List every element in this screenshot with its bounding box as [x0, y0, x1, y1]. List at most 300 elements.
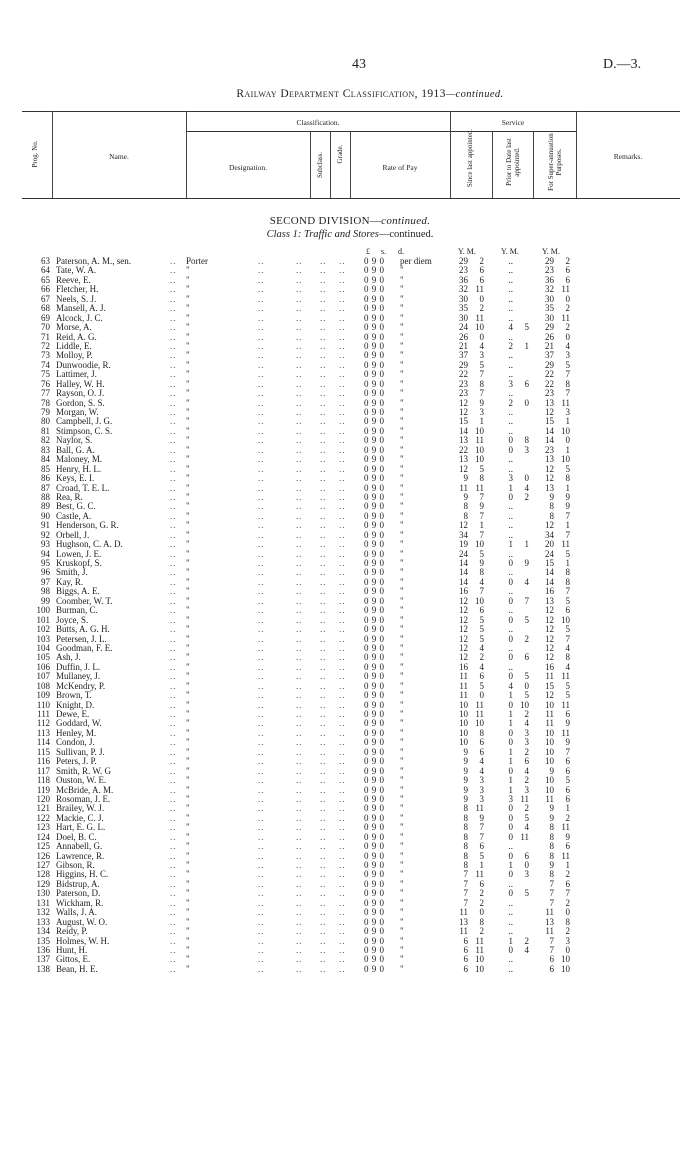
unit-shilling: s. — [381, 247, 387, 256]
table-row — [0, 729, 700, 738]
leader-dots: .. — [170, 322, 177, 333]
leader-dots: .. — [296, 378, 303, 389]
leader-dots: .. — [258, 463, 265, 474]
since-last-years-cell: 12 — [459, 463, 468, 474]
leader-dots: .. — [258, 633, 265, 644]
superannuation-years-cell: 11 — [545, 793, 554, 804]
per-diem-cell: " — [400, 510, 404, 521]
since-last-years-cell: 8 — [463, 860, 468, 870]
since-last-years-cell: 19 — [459, 539, 468, 550]
leader-dots: .. — [258, 454, 265, 465]
leader-dots: .. — [339, 737, 346, 748]
name-cell: Naylor, S. — [56, 435, 93, 446]
per-diem-cell: " — [400, 501, 404, 512]
rate-cell: 0 9 0 — [364, 944, 385, 955]
since-last-months-cell: 2 — [479, 897, 484, 908]
superannuation-months-cell: 11 — [561, 822, 570, 833]
since-last-months-cell: 5 — [479, 614, 484, 625]
leader-dots: .. — [296, 463, 303, 474]
prog-no-cell: 80 — [41, 416, 50, 427]
prior-months-cell: 0 — [524, 473, 529, 484]
since-last-years-cell: 13 — [459, 454, 468, 465]
prior-years-cell: .. — [508, 963, 513, 974]
since-last-years-cell: 6 — [463, 935, 468, 946]
rate-cell: 0 9 0 — [364, 293, 385, 304]
prog-no-cell: 101 — [36, 614, 50, 625]
designation-cell: " — [186, 520, 190, 531]
prog-no-cell: 97 — [41, 576, 50, 587]
leader-dots: .. — [320, 718, 327, 729]
leader-dots: .. — [296, 642, 303, 653]
since-last-months-cell: 10 — [475, 425, 484, 436]
prog-no-cell: 87 — [41, 482, 50, 493]
superannuation-years-cell: 15 — [545, 558, 554, 568]
prior-years-cell: .. — [508, 510, 513, 521]
leader-dots: .. — [339, 369, 346, 380]
leader-dots: .. — [258, 850, 265, 861]
rate-cell: 0 9 0 — [364, 671, 385, 682]
since-last-years-cell: 8 — [463, 841, 468, 852]
leader-dots: .. — [258, 529, 265, 540]
superannuation-years-cell: 13 — [545, 916, 554, 927]
prior-years-cell: 0 — [508, 595, 513, 606]
since-last-months-cell: 10 — [475, 322, 484, 333]
name-cell: Henry, H. L. — [56, 463, 102, 474]
superannuation-years-cell: 30 — [545, 312, 554, 323]
since-last-months-cell: 6 — [479, 746, 484, 757]
prior-years-cell: .. — [508, 567, 513, 578]
prior-months-cell: 2 — [524, 803, 529, 814]
rate-cell: 0 9 0 — [364, 614, 385, 625]
class-text: Class 1: Traffic and Stores — [266, 229, 379, 240]
since-last-months-cell: 3 — [479, 407, 484, 417]
leader-dots: .. — [339, 963, 346, 974]
leader-dots: .. — [296, 775, 303, 786]
rate-cell: 0 9 0 — [364, 567, 385, 578]
prog-no-cell: 82 — [41, 435, 50, 446]
prior-years-cell: .. — [508, 642, 513, 653]
table-row — [0, 870, 700, 879]
prior-years-cell: 0 — [508, 435, 513, 446]
since-last-years-cell: 12 — [459, 624, 468, 635]
prior-years-cell: 1 — [508, 784, 513, 795]
prior-months-cell: 8 — [524, 435, 529, 446]
rate-of-pay-header: Rate of Pay — [382, 163, 418, 172]
leader-dots: .. — [320, 322, 327, 333]
leader-dots: .. — [296, 473, 303, 484]
leader-dots: .. — [170, 416, 177, 427]
designation-cell: " — [186, 642, 190, 653]
since-last-months-cell: 4 — [479, 765, 484, 776]
since-last-months-cell: 7 — [479, 388, 484, 399]
superannuation-years-cell: 23 — [545, 388, 554, 399]
since-last-years-cell: 7 — [463, 888, 468, 899]
name-cell: Rosoman, J. E. — [56, 793, 111, 804]
prog-no-cell: 86 — [41, 473, 50, 484]
leader-dots: .. — [339, 501, 346, 512]
designation-cell: " — [186, 954, 190, 965]
superannuation-years-cell: 12 — [545, 473, 554, 484]
superannuation-years-cell: 10 — [545, 756, 554, 767]
since-last-years-cell: 24 — [459, 548, 468, 559]
leader-dots: .. — [258, 407, 265, 417]
designation-cell: " — [186, 841, 190, 852]
rate-cell: 0 9 0 — [364, 907, 385, 918]
per-diem-cell: " — [400, 274, 404, 285]
prog-no-cell: 132 — [36, 907, 50, 918]
designation-cell: " — [186, 265, 190, 276]
leader-dots: .. — [296, 812, 303, 823]
leader-dots: .. — [339, 265, 346, 276]
name-cell: Smith, R. W. G — [56, 765, 112, 776]
superannuation-months-cell: 2 — [565, 303, 570, 314]
leader-dots: .. — [170, 841, 177, 852]
rate-cell: 0 9 0 — [364, 784, 385, 795]
since-last-years-cell: 9 — [463, 793, 468, 804]
prior-years-cell: .. — [508, 369, 513, 380]
leader-dots: .. — [258, 775, 265, 786]
leader-dots: .. — [320, 416, 327, 427]
since-last-years-cell: 23 — [459, 378, 468, 389]
since-last-months-cell: 4 — [479, 661, 484, 672]
leader-dots: .. — [339, 567, 346, 578]
leader-dots: .. — [320, 671, 327, 682]
leader-dots: .. — [320, 284, 327, 295]
designation-cell: " — [186, 850, 190, 861]
since-last-years-cell: 22 — [459, 444, 468, 455]
prior-years-cell: .. — [508, 878, 513, 889]
per-diem-cell: " — [400, 482, 404, 493]
leader-dots: .. — [339, 312, 346, 323]
rate-cell: 0 9 0 — [364, 812, 385, 823]
prog-no-cell: 95 — [41, 558, 50, 568]
prior-years-cell: 2 — [508, 397, 513, 408]
per-diem-cell: " — [400, 671, 404, 682]
superannuation-months-cell: 10 — [561, 954, 570, 965]
designation-cell: " — [186, 407, 190, 417]
rate-cell: 0 9 0 — [364, 397, 385, 408]
designation-cell: " — [186, 510, 190, 521]
leader-dots: .. — [296, 680, 303, 691]
leader-dots: .. — [320, 303, 327, 314]
since-last-years-cell: 10 — [459, 737, 468, 748]
prior-months-cell: 4 — [524, 944, 529, 955]
prior-years-cell: .. — [508, 586, 513, 597]
leader-dots: .. — [258, 350, 265, 361]
leader-dots: .. — [258, 652, 265, 663]
leader-dots: .. — [170, 850, 177, 861]
leader-dots: .. — [320, 793, 327, 804]
per-diem-cell: " — [400, 595, 404, 606]
designation-cell: " — [186, 340, 190, 351]
leader-dots: .. — [296, 548, 303, 559]
prior-months-cell: 5 — [524, 690, 529, 701]
per-diem-cell: " — [400, 661, 404, 672]
leader-dots: .. — [320, 567, 327, 578]
leader-dots: .. — [296, 293, 303, 304]
header-bottom-rule — [22, 198, 680, 199]
designation-cell: " — [186, 548, 190, 559]
superannuation-years-cell: 26 — [545, 331, 554, 342]
prior-years-cell: 0 — [508, 812, 513, 823]
per-diem-cell: " — [400, 690, 404, 701]
superannuation-months-cell: 8 — [565, 652, 570, 663]
leader-dots: .. — [296, 369, 303, 380]
prior-years-cell: .. — [508, 407, 513, 417]
prog-no-cell: 76 — [41, 378, 50, 389]
superannuation-months-cell: 6 — [565, 274, 570, 285]
since-last-months-cell: 1 — [479, 416, 484, 427]
rate-cell: 0 9 0 — [364, 378, 385, 389]
superannuation-years-cell: 12 — [545, 463, 554, 474]
leader-dots: .. — [339, 256, 346, 266]
since-last-months-cell: 6 — [479, 671, 484, 682]
prior-years-cell: 0 — [508, 491, 513, 502]
table-row — [0, 804, 700, 813]
designation-cell: " — [186, 793, 190, 804]
designation-cell: " — [186, 322, 190, 333]
name-cell: Neels, S. J. — [56, 293, 97, 304]
leader-dots: .. — [296, 567, 303, 578]
superannuation-months-cell: 0 — [565, 435, 570, 446]
rate-cell: 0 9 0 — [364, 369, 385, 380]
designation-cell: " — [186, 605, 190, 616]
rate-cell: 0 9 0 — [364, 605, 385, 616]
name-cell: Morse, A. — [56, 322, 92, 333]
prior-years-cell: .. — [508, 265, 513, 276]
leader-dots: .. — [296, 727, 303, 738]
superannuation-months-cell: 1 — [565, 520, 570, 531]
prior-months-cell: 2 — [524, 775, 529, 786]
superannuation-months-cell: 7 — [565, 746, 570, 757]
table-row — [0, 342, 700, 351]
superannuation-years-cell: 7 — [549, 897, 554, 908]
prog-no-cell: 135 — [36, 935, 50, 946]
superannuation-years-cell: 6 — [549, 963, 554, 974]
prior-months-cell: 2 — [524, 935, 529, 946]
superannuation-months-cell: 0 — [565, 293, 570, 304]
rate-cell: 0 9 0 — [364, 756, 385, 767]
leader-dots: .. — [320, 642, 327, 653]
since-last-months-cell: 5 — [479, 548, 484, 559]
leader-dots: .. — [296, 699, 303, 710]
name-cell: Keys, E. I. — [56, 473, 95, 484]
leader-dots: .. — [170, 284, 177, 295]
since-last-years-cell: 14 — [459, 576, 468, 587]
since-last-months-cell: 4 — [479, 576, 484, 587]
leader-dots: .. — [170, 359, 177, 370]
leader-dots: .. — [339, 293, 346, 304]
since-last-months-cell: 5 — [479, 680, 484, 691]
leader-dots: .. — [320, 312, 327, 323]
per-diem-cell: " — [400, 491, 404, 502]
prog-no-cell: 102 — [36, 624, 50, 635]
leader-dots: .. — [170, 510, 177, 521]
prior-years-cell: .. — [508, 350, 513, 361]
prog-no-cell: 94 — [41, 548, 50, 559]
designation-cell: " — [186, 303, 190, 314]
since-last-years-cell: 24 — [459, 322, 468, 333]
prior-years-cell: 3 — [508, 378, 513, 389]
leader-dots: .. — [320, 491, 327, 502]
leader-dots: .. — [170, 831, 177, 842]
leader-dots: .. — [296, 614, 303, 625]
prog-no-cell: 92 — [41, 529, 50, 540]
per-diem-cell: " — [400, 860, 404, 870]
leader-dots: .. — [296, 595, 303, 606]
leader-dots: .. — [170, 303, 177, 314]
leader-dots: .. — [339, 822, 346, 833]
rate-cell: 0 9 0 — [364, 482, 385, 493]
name-cell: Gibson, R. — [56, 860, 95, 870]
prior-years-cell: 1 — [508, 482, 513, 493]
designation-cell: " — [186, 624, 190, 635]
leader-dots: .. — [170, 435, 177, 446]
since-last-years-cell: 8 — [463, 850, 468, 861]
leader-dots: .. — [258, 322, 265, 333]
since-last-years-cell: 8 — [463, 510, 468, 521]
leader-dots: .. — [339, 850, 346, 861]
superannuation-months-cell: 3 — [565, 350, 570, 361]
classification-header: Classification. — [296, 118, 340, 127]
prior-years-cell: .. — [508, 605, 513, 616]
superannuation-months-cell: 8 — [565, 567, 570, 578]
leader-dots: .. — [258, 397, 265, 408]
leader-dots: .. — [258, 378, 265, 389]
prior-months-cell: 4 — [524, 482, 529, 493]
leader-dots: .. — [320, 482, 327, 493]
leader-dots: .. — [170, 860, 177, 870]
leader-dots: .. — [258, 435, 265, 446]
prior-years-cell: 0 — [508, 614, 513, 625]
name-cell: Best, G. C. — [56, 501, 96, 512]
prior-years-cell: .. — [508, 312, 513, 323]
prior-months-cell: 7 — [524, 595, 529, 606]
since-last-months-cell: 11 — [475, 803, 484, 814]
since-last-years-cell: 23 — [459, 265, 468, 276]
leader-dots: .. — [339, 303, 346, 314]
leader-dots: .. — [170, 265, 177, 276]
leader-dots: .. — [339, 520, 346, 531]
leader-dots: .. — [258, 709, 265, 719]
prog-no-cell: 123 — [36, 822, 50, 833]
rate-cell: 0 9 0 — [364, 435, 385, 446]
leader-dots: .. — [258, 671, 265, 682]
leader-dots: .. — [170, 756, 177, 767]
leader-dots: .. — [296, 897, 303, 908]
prog-no-cell: 111 — [37, 709, 50, 719]
superannuation-years-cell: 29 — [545, 322, 554, 333]
leader-dots: .. — [320, 746, 327, 757]
since-last-years-cell: 11 — [459, 907, 468, 918]
prior-months-cell: 4 — [524, 576, 529, 587]
designation-cell: " — [186, 378, 190, 389]
superannuation-years-cell: 8 — [549, 850, 554, 861]
leader-dots: .. — [339, 407, 346, 417]
prior-months-cell: 6 — [524, 652, 529, 663]
rate-cell: 0 9 0 — [364, 350, 385, 361]
since-last-months-cell: 11 — [475, 944, 484, 955]
rate-cell: 0 9 0 — [364, 529, 385, 540]
table-row — [0, 965, 700, 974]
name-cell: Rea, R. — [56, 491, 83, 502]
prog-no-cell: 136 — [36, 944, 50, 955]
per-diem-cell: " — [400, 586, 404, 597]
table-row — [0, 606, 700, 615]
superannuation-months-cell: 6 — [565, 841, 570, 852]
superannuation-years-cell: 13 — [545, 595, 554, 606]
prior-years-cell: .. — [508, 954, 513, 965]
prior-months-cell: 5 — [524, 322, 529, 333]
leader-dots: .. — [320, 944, 327, 955]
leader-dots: .. — [320, 822, 327, 833]
rate-cell: 0 9 0 — [364, 926, 385, 937]
prog-no-cell: 89 — [41, 501, 50, 512]
leader-dots: .. — [339, 491, 346, 502]
designation-cell: " — [186, 690, 190, 701]
section-heading — [0, 215, 700, 227]
leader-dots: .. — [170, 888, 177, 899]
prior-years-cell: .. — [508, 907, 513, 918]
leader-dots: .. — [258, 265, 265, 276]
leader-dots: .. — [320, 775, 327, 786]
prog-no-header: Prog. No. — [31, 140, 39, 168]
superannuation-months-cell: 11 — [561, 284, 570, 295]
leader-dots: .. — [320, 501, 327, 512]
since-last-years-cell: 13 — [459, 435, 468, 446]
superannuation-years-cell: 12 — [545, 690, 554, 701]
leader-dots: .. — [320, 680, 327, 691]
prior-years-cell: .. — [508, 548, 513, 559]
leader-dots: .. — [296, 690, 303, 701]
leader-dots: .. — [296, 935, 303, 946]
since-last-years-cell: 13 — [459, 916, 468, 927]
leader-dots: .. — [258, 737, 265, 748]
prog-no-cell: 126 — [36, 850, 50, 861]
leader-dots: .. — [339, 425, 346, 436]
name-cell: Hunt, H. — [56, 944, 88, 955]
prog-no-cell: 90 — [41, 510, 50, 521]
prior-years-cell: .. — [508, 303, 513, 314]
rate-cell: 0 9 0 — [364, 935, 385, 946]
per-diem-cell: " — [400, 397, 404, 408]
leader-dots: .. — [258, 312, 265, 323]
designation-cell: " — [186, 812, 190, 823]
table-row — [0, 540, 700, 549]
name-cell: Croad, T. E. L. — [56, 482, 110, 493]
name-cell: Lawrence, R. — [56, 850, 105, 861]
superannuation-years-cell: 12 — [545, 624, 554, 635]
designation-cell: " — [186, 784, 190, 795]
leader-dots: .. — [320, 765, 327, 776]
leader-dots: .. — [320, 265, 327, 276]
since-last-months-cell: 2 — [479, 652, 484, 663]
leader-dots: .. — [258, 699, 265, 710]
leader-dots: .. — [296, 520, 303, 531]
superannuation-years-cell: 11 — [545, 671, 554, 682]
name-cell: Dewe, E. — [56, 709, 90, 719]
superannuation-months-cell: 8 — [565, 378, 570, 389]
prior-months-cell: 11 — [520, 793, 529, 804]
leader-dots: .. — [320, 916, 327, 927]
superannuation-years-cell: 8 — [549, 841, 554, 852]
leader-dots: .. — [339, 793, 346, 804]
superannuation-months-cell: 2 — [565, 926, 570, 937]
designation-cell: " — [186, 878, 190, 889]
name-cell: Campbell, J. G. — [56, 416, 113, 427]
prior-years-cell: 1 — [508, 718, 513, 729]
table-row — [0, 748, 700, 757]
